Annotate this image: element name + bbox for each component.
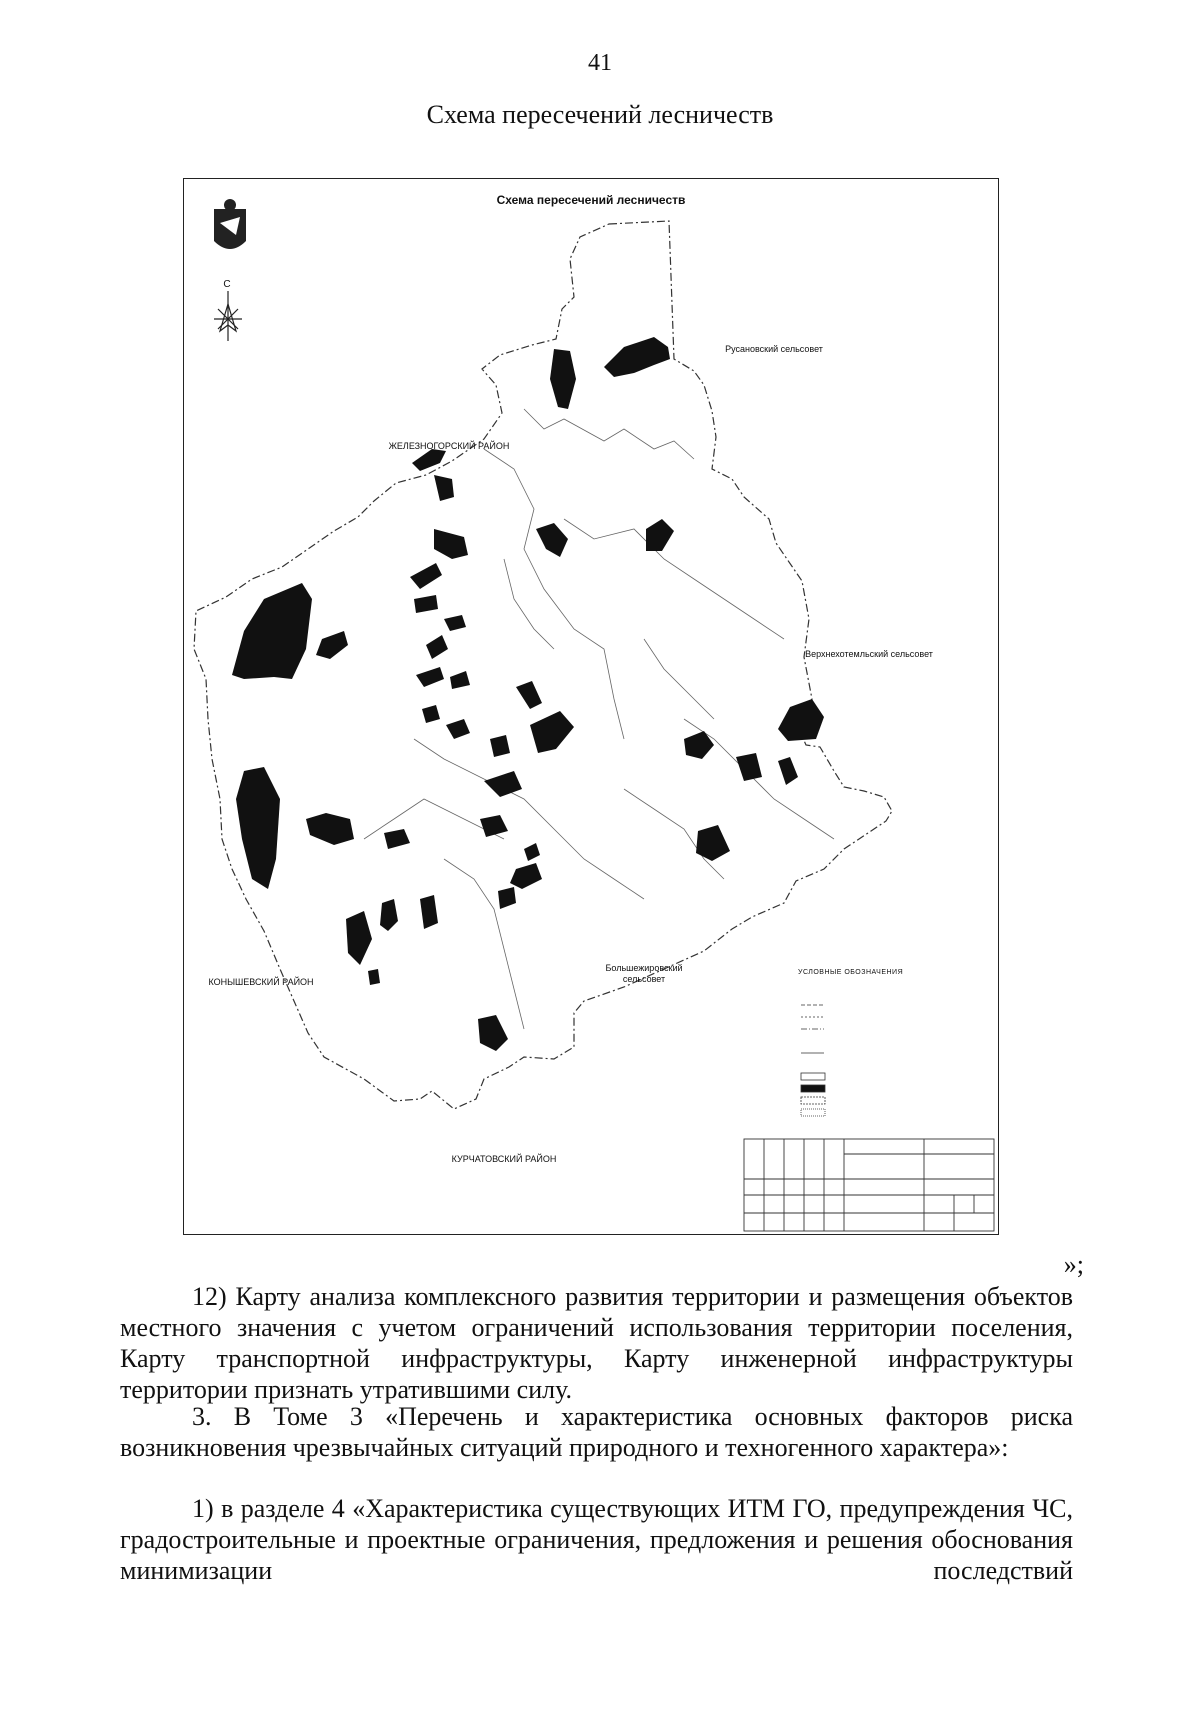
legend-title: УСЛОВНЫЕ ОБОЗНАЧЕНИЯ [798, 969, 904, 976]
label-rusanovsky: Русановский сельсовет [725, 344, 823, 354]
map-legend [798, 969, 988, 977]
north-label: С [223, 279, 231, 290]
label-kurchatovsky: КУРЧАТОВСКИЙ РАЙОН [451, 1154, 557, 1164]
page-title: Схема пересечений лесничеств [426, 100, 774, 129]
map-title: Схема пересечений лесничеств [496, 193, 686, 207]
paragraph-tome-3 [120, 1401, 1073, 1463]
forest-areas [232, 337, 824, 1051]
paragraph-text: 1) в разделе 4 «Характеристика существующих ИТМ ГО, предупреждения ЧС, градостроительные и проектные ограничения, предложения и решения обоснования минимизации последствий [120, 1494, 1073, 1585]
map-drawing [184, 179, 1000, 1236]
label-zheleznogorsky: ЖЕЛЕЗНОГОРСКИЙ РАЙОН [388, 441, 510, 451]
paragraph-section-4 [120, 1493, 1073, 1586]
label-konyshevsky: КОНЫШЕВСКИЙ РАЙОН [208, 977, 314, 987]
paragraph-text: 3. В Томе 3 «Перечень и характеристика основных факторов риска возникновения чрезвычайных ситуаций природного и техногенного характера»: [120, 1402, 1073, 1462]
closing-quote: »; [1063, 1250, 1084, 1279]
page-number: 41 [588, 50, 612, 76]
forestry-intersection-map [183, 178, 999, 1235]
paragraph-text: 12) Карту анализа комплексного развития территории и размещения объектов местного значения с учетом ограничений использования территории поселения, Карту транспортной инфраструктуры, Карту инженерной инфраструктуры территории признать утратившими силу. [120, 1282, 1073, 1404]
paragraph-12 [120, 1281, 1073, 1405]
label-bolshezhirovsky: Большежировский сельсовет [605, 963, 683, 984]
title-block [744, 1139, 994, 1231]
legend-symbols [801, 1005, 825, 1116]
label-verkhnekhotemlsky: Верхнехотемльский сельсовет [805, 649, 933, 659]
north-arrow-icon [214, 291, 242, 341]
